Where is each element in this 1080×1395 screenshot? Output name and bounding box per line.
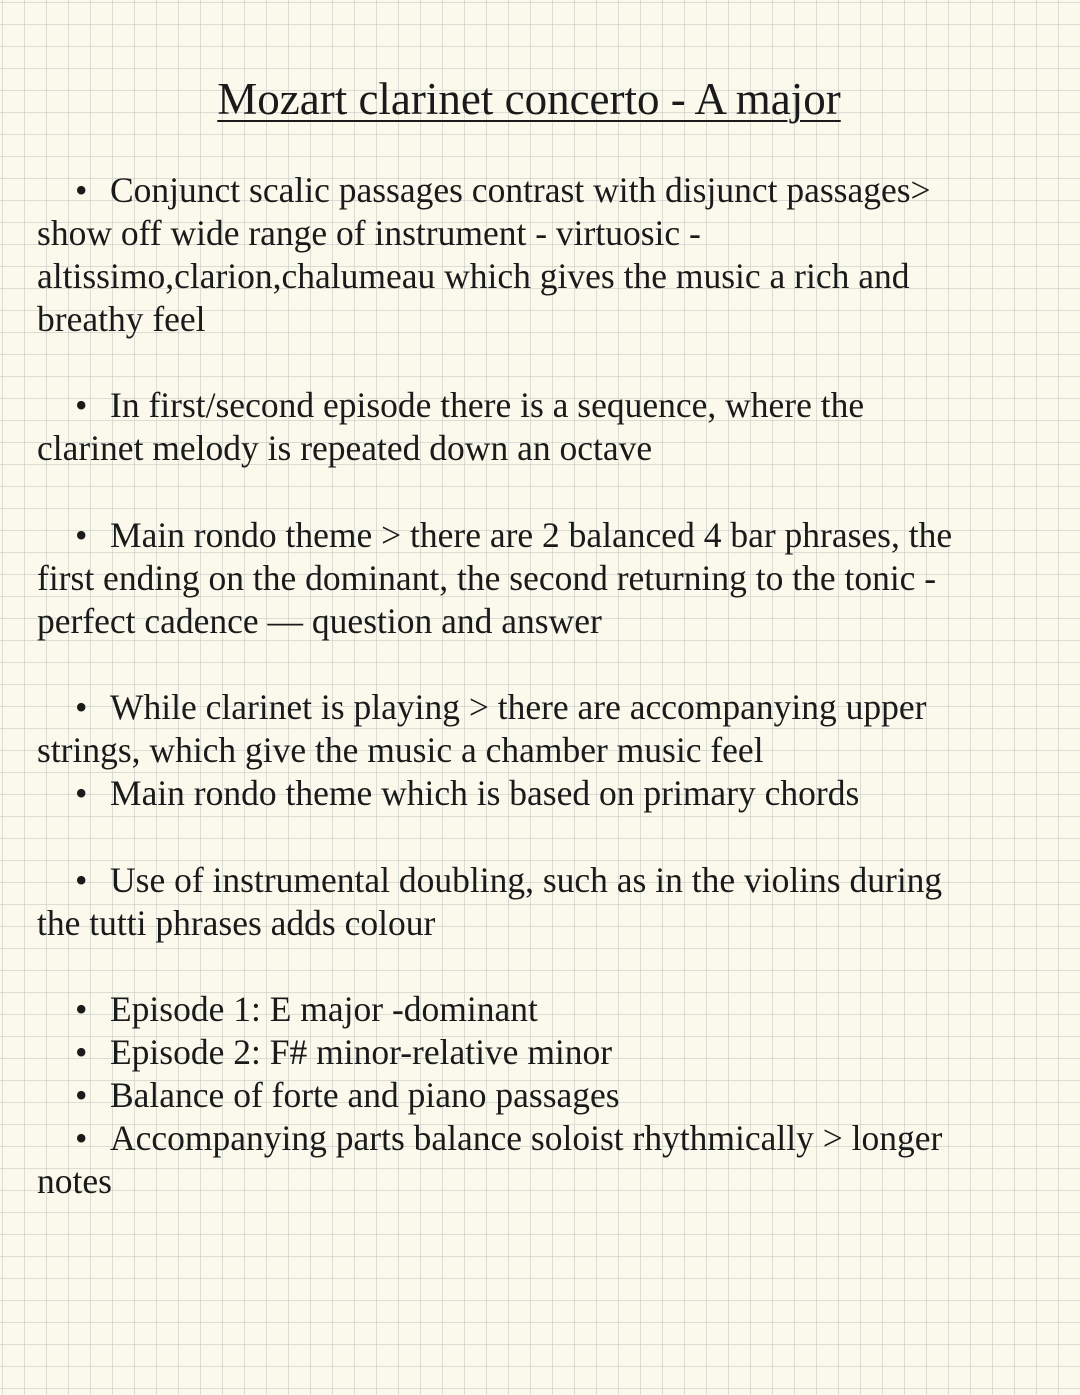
item-text: Balance of forte and piano passages xyxy=(110,1075,620,1115)
bullet-icon: • xyxy=(75,1032,88,1072)
note-block-sequence xyxy=(37,384,1037,470)
paragraph-continuation xyxy=(37,427,1037,470)
paragraph-line: Main rondo theme > there are 2 balanced 4 bar phrases, the xyxy=(110,515,953,555)
bullet-icon: • xyxy=(75,1075,88,1115)
paragraph-line: Use of instrumental doubling, such as in the violins during xyxy=(110,860,943,900)
bullet-icon: • xyxy=(75,687,88,727)
note-block-doubling xyxy=(37,859,1037,945)
paragraph-continuation xyxy=(37,212,1037,255)
paragraph-continuation xyxy=(37,255,1037,298)
paragraph-continuation xyxy=(37,557,1037,600)
paragraph-line: show off wide range of instrument - virtuosic - xyxy=(37,213,701,253)
bullet-paragraph xyxy=(37,514,1037,557)
item-text: Episode 1: E major -dominant xyxy=(110,989,538,1029)
paragraph-line: Accompanying parts balance soloist rhythmically > longer xyxy=(110,1118,943,1158)
bullet-icon: • xyxy=(75,1118,88,1158)
note-block-conjunct-passages xyxy=(37,169,1037,341)
paragraph-line: strings, which give the music a chamber music feel xyxy=(37,730,764,770)
paragraph-line: altissimo,clarion,chalumeau which gives the music a rich and xyxy=(37,256,910,296)
bullet-icon: • xyxy=(75,515,88,555)
bullet-icon: • xyxy=(75,170,88,210)
bullet-item xyxy=(37,1074,1037,1117)
paragraph-line: notes xyxy=(37,1161,112,1201)
paragraph-line: the tutti phrases adds colour xyxy=(37,903,436,943)
bullet-icon: • xyxy=(75,773,88,813)
page-title-text: Mozart clarinet concerto - A major xyxy=(217,74,841,124)
bullet-item xyxy=(37,772,1037,815)
bullet-paragraph xyxy=(37,1117,1037,1160)
item-text: Episode 2: F# minor-relative minor xyxy=(110,1032,613,1072)
bullet-icon: • xyxy=(75,989,88,1029)
item-text: Main rondo theme which is based on primary chords xyxy=(110,773,860,813)
note-block-episodes xyxy=(37,988,1037,1203)
paragraph-continuation xyxy=(37,1160,1037,1203)
paragraph-line: first ending on the dominant, the second returning to the tonic - xyxy=(37,558,937,598)
note-block-accompaniment xyxy=(37,686,1037,815)
paragraph-line: While clarinet is playing > there are accompanying upper xyxy=(110,687,927,727)
paragraph-line: perfect cadence — question and answer xyxy=(37,601,602,641)
bullet-icon: • xyxy=(75,385,88,425)
bullet-icon: • xyxy=(75,860,88,900)
page-title xyxy=(0,72,1058,126)
paragraph-line: Conjunct scalic passages contrast with disjunct passages> xyxy=(110,170,931,210)
paragraph-line: breathy feel xyxy=(37,299,206,339)
paragraph-continuation xyxy=(37,298,1037,341)
paragraph-line: clarinet melody is repeated down an octave xyxy=(37,428,653,468)
paragraph-line: In first/second episode there is a sequence, where the xyxy=(110,385,865,425)
paragraph-continuation xyxy=(37,600,1037,643)
paragraph-continuation xyxy=(37,729,1037,772)
bullet-paragraph xyxy=(37,859,1037,902)
paragraph-continuation xyxy=(37,902,1037,945)
bullet-item xyxy=(37,988,1037,1031)
bullet-item xyxy=(37,1031,1037,1074)
bullet-paragraph xyxy=(37,384,1037,427)
bullet-paragraph xyxy=(37,169,1037,212)
note-block-rondo-theme xyxy=(37,514,1037,643)
bullet-paragraph xyxy=(37,686,1037,729)
